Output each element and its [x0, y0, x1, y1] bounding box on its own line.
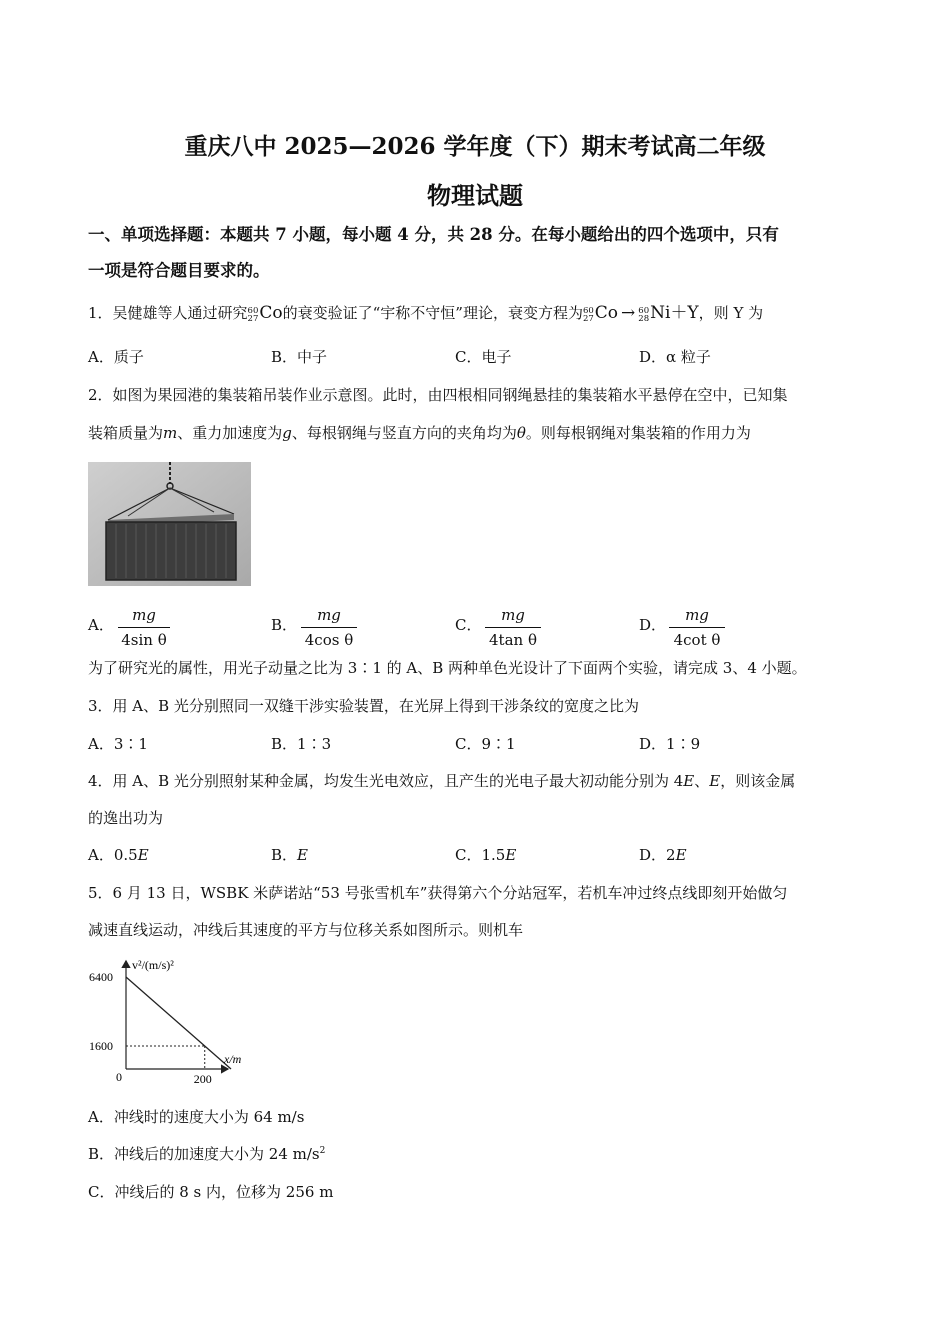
q4-text-b: 、 [694, 772, 710, 790]
fraction-denominator: 4cot θ [673, 631, 721, 649]
series-line [126, 977, 231, 1069]
q3-stem: 3．用 A、B 光分别照同一双缝干涉实验装置，在光屏上得到干涉条纹的宽度之比为 [88, 697, 639, 715]
fraction-numerator: mg [685, 606, 709, 624]
container-crane-photo [88, 462, 251, 586]
exam-subtitle: 物理试题 [427, 181, 523, 210]
y-tick-1600: 1600 [89, 1039, 113, 1053]
section1-heading-line1: 一、单项选择题：本题共 7 小题，每小题 4 分，共 28 分。在每小题给出的四个选项中，只有 [88, 225, 779, 244]
co-atomic-number: 27 [247, 314, 259, 324]
q1-stem-b: 的衰变验证了“宇称不守恒”理论，衰变方程为 [282, 304, 583, 322]
fraction-denominator: 4sin θ [121, 631, 167, 649]
q1-option-b[interactable]: B．中子 [271, 348, 328, 366]
y-axis-label: v²/(m/s)² [132, 958, 174, 972]
var-e: E [297, 846, 308, 864]
q2-text-c: 、每根钢绳与竖直方向的夹角均为 [291, 424, 517, 442]
option-text: D．2 [639, 846, 676, 864]
plus-y: ＋Y [670, 303, 699, 323]
option-text: B．冲线后的加速度大小为 24 m/s [88, 1145, 320, 1163]
q2-option-d-fraction[interactable] [669, 606, 725, 649]
co-nuclide-notation [248, 307, 259, 323]
q2-option-a-fraction[interactable] [118, 606, 170, 649]
superscript: 2 [319, 1146, 326, 1156]
q2-option-c-label[interactable]: C． [455, 616, 482, 634]
q3-option-a[interactable]: A．3∶1 [88, 735, 148, 753]
fraction-numerator: mg [317, 606, 341, 624]
var-g: g [282, 424, 292, 442]
ni-nuclide-notation [638, 307, 649, 323]
co-nuclide-notation-2 [583, 307, 594, 323]
q4-option-d[interactable] [639, 848, 687, 863]
graph-svg [88, 955, 263, 1090]
q1-stem-a: 1．吴健雄等人通过研究 [88, 304, 248, 322]
q1-option-a[interactable]: A．质子 [88, 348, 144, 366]
q4-option-b[interactable] [271, 848, 308, 863]
exam-title: 重庆八中 2025—2026 学年度（下）期末考试高二年级 [184, 133, 766, 160]
q4-stem-line2: 的逸出功为 [88, 809, 164, 827]
fraction-denominator: 4tan θ [489, 631, 537, 649]
var-e: E [505, 846, 517, 864]
q3-option-b[interactable]: B．1∶3 [271, 735, 332, 753]
var-e: E [675, 846, 687, 864]
origin-label: 0 [116, 1070, 122, 1084]
co-symbol: Co [259, 303, 283, 323]
co-atomic-number-2: 27 [582, 314, 594, 324]
q2-option-c-fraction[interactable] [485, 606, 541, 649]
q1-stem-c: ，则 Y 为 [698, 304, 764, 322]
q1-option-c[interactable]: C．电子 [455, 348, 512, 366]
q4-option-c[interactable] [455, 848, 516, 863]
q1-option-d[interactable]: D．α 粒子 [639, 348, 711, 366]
co-mass-number-2: 60 [582, 306, 594, 316]
var-e: E [137, 846, 149, 864]
q2-stem-line2 [88, 426, 751, 441]
var-e: E [683, 772, 695, 790]
v2-x-graph [88, 955, 263, 1090]
arrow-icon: → [621, 303, 636, 323]
q5-option-a[interactable]: A．冲线时的速度大小为 64 m/s [88, 1108, 305, 1126]
q2-option-a-label[interactable]: A． [88, 616, 114, 634]
ni-symbol: Ni [650, 303, 671, 323]
q1-stem [88, 305, 763, 323]
q2-stem-line1: 2．如图为果园港的集装箱吊装作业示意图。此时，由四根相同钢绳悬挂的集装箱水平悬停在空中，已知集 [88, 386, 788, 404]
var-e-2: E [709, 772, 721, 790]
fraction-numerator: mg [132, 606, 156, 624]
x-tick-200: 200 [193, 1072, 212, 1086]
option-text: C．1.5 [455, 846, 506, 864]
x-axis-label: x/m [224, 1052, 242, 1066]
var-m: m [163, 424, 178, 442]
q2-option-b-label[interactable]: B． [271, 616, 298, 634]
q4-option-a[interactable] [88, 848, 149, 863]
container-illustration [88, 462, 251, 586]
q2-text-b: 、重力加速度为 [177, 424, 283, 442]
option-text: A．0.5 [88, 846, 138, 864]
q2-option-b-fraction[interactable] [301, 606, 357, 649]
co-mass-number: 60 [247, 306, 259, 316]
fraction-denominator: 4cos θ [304, 631, 354, 649]
option-text: B． [271, 846, 298, 864]
q3-option-c[interactable]: C．9∶1 [455, 735, 516, 753]
q2-text-d: 。则每根钢绳对集装箱的作用力为 [525, 424, 751, 442]
ni-mass-number: 60 [638, 306, 650, 316]
fraction-numerator: mg [501, 606, 525, 624]
q4-text-a: 4．用 A、B 光分别照射某种金属，均发生光电效应，且产生的光电子最大初动能分别为 4 [88, 772, 684, 790]
y-tick-6400: 6400 [89, 970, 113, 984]
co-symbol-2: Co [594, 303, 619, 323]
q2-option-d-label[interactable]: D． [639, 616, 667, 634]
q5-stem-line2: 减速直线运动，冲线后其速度的平方与位移关系如图所示。则机车 [88, 921, 524, 939]
ni-atomic-number: 28 [638, 314, 650, 324]
q5-option-c[interactable]: C．冲线后的 8 s 内，位移为 256 m [88, 1183, 334, 1201]
q5-stem-line1: 5．6 月 13 日，WSBK 米萨诺站“53 号张雪机车”获得第六个分站冠军，若机车冲过终点线即刻开始做匀 [88, 884, 788, 902]
q4-stem-line1 [88, 774, 795, 789]
q4-text-c: ，则该金属 [720, 772, 796, 790]
q3-option-d[interactable]: D．1∶9 [639, 735, 701, 753]
q5-option-b[interactable] [88, 1147, 325, 1162]
var-theta: θ [516, 424, 526, 442]
intro-q3-q4: 为了研究光的属性，用光子动量之比为 3∶1 的 A、B 两种单色光设计了下面两个实验，请完成 3、4 小题。 [88, 659, 807, 677]
q2-text-a: 装箱质量为 [88, 424, 164, 442]
section1-heading-line2: 一项是符合题目要求的。 [88, 261, 270, 280]
